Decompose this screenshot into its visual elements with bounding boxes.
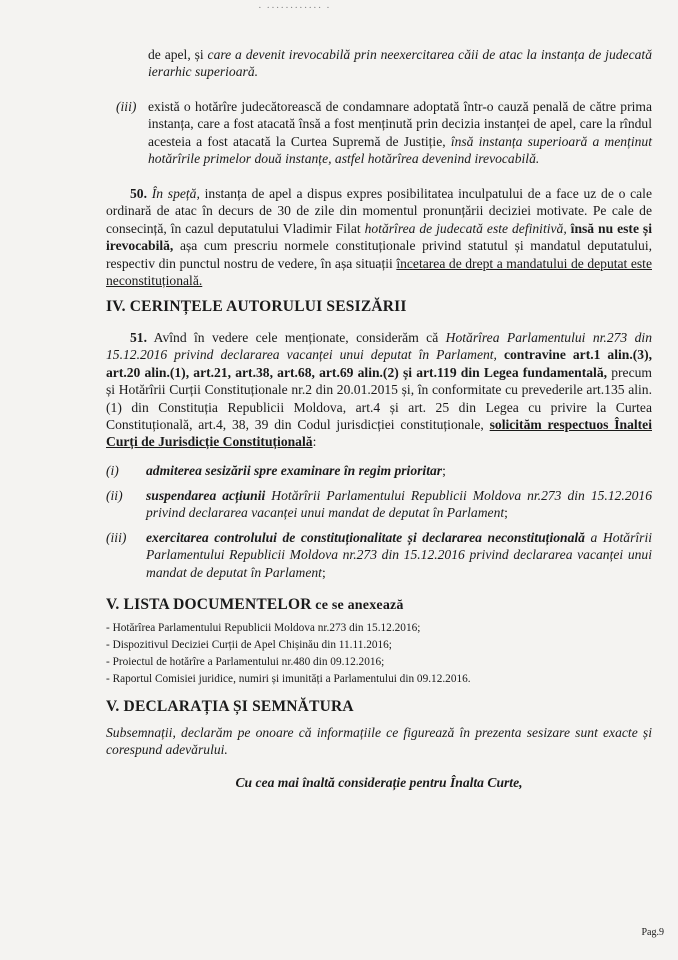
item-iii-label: (iii) — [116, 99, 137, 114]
item-iii: (iii) există o hotărîre judecătorească de condamnare adoptată într-o cauză penală de către prima instanța, care a fost atacată însă a fost menținută prin decizia instanței de apel, care la rîndul acesteia a fost atacată la Curtea Supremă de Justiție, însă instanța superioară a menținut hotărîrile primelor două instanțe, astfel hotărîrea devenind irevocabilă. — [116, 99, 652, 167]
request-item: (iii) exercitarea controlului de constituționalitate și declararea neconstituțională a Hotărîrii Parlamentului Republicii Moldova nr.273 din 15.12.2016 privind declararea vacanței unui mandat de deputat în Parlament; — [106, 530, 652, 580]
paragraph-50: 50. În speță, instanța de apel a dispus expres posibilitatea inculpatului de a face uz de o cale ordinară de atac în decurs de 30 de zile din momentul pronunțării deciziei motivate. Pe cale de consecință, în cazul deputatului Vladimir Filat hotărîrea de judecată este definitivă, însă nu este și irevocabilă, așa cum prescriu normele constituționale privind statutul și mandatul deputatului, respectiv din punctul nostru de vedere, în așa situații încetarea de drept a mandatului de deputat este neconstituțională. — [106, 186, 652, 289]
list-item: - Raportul Comisiei juridice, numiri și imunități a Parlamentului din 09.12.2016. — [106, 673, 471, 685]
section-v-title: V. LISTA DOCUMENTELOR ce se anexează — [106, 596, 404, 613]
declaration-text: Subsemnații, declarăm pe onoare că informațiile ce figurează în prezenta sesizare sunt exacte și corespund adevărului. — [106, 725, 652, 758]
section-declaration-title: V. DECLARAȚIA ȘI SEMNĂTURA — [106, 698, 354, 715]
closing-line: Cu cea mai înaltă considerație pentru Înalta Curte, — [235, 775, 523, 790]
list-item: - Dispozitivul Deciziei Curții de Apel Chișinău din 11.11.2016; — [106, 639, 392, 651]
intro-paragraph: de apel, și care a devenit irevocabilă prin neexercitarea căii de atac la instanța de judecată ierarhic superioară. — [148, 47, 652, 80]
paragraph-51: 51. Avînd în vedere cele menționate, considerăm că Hotărîrea Parlamentului nr.273 din 15.12.2016 privind declararea vacanței unui deputat în Parlament, contravine art.1 alin.(3), art.20 alin.(1), art.21, art.38, art.68, art.69 alin.(2) și art.119 din Legea fundamentală, precum și Hotărîrii Curții Constituționale nr.2 din 20.01.2015 și, în conformitate cu prevederile art.135 alin.(1) din Constituția Republicii Moldova, art.4 și art. 25 din Legea cu privire la Curtea Constituțională, art.4, 38, 39 din Codul jurisdicției constituționale, solicităm respectuos Înaltei Curți de Jurisdicție Constituțională: — [106, 330, 652, 450]
request-item: (i) admiterea sesizării spre examinare în regim prioritar; — [106, 463, 446, 478]
paragraph-51-number: 51. — [130, 330, 147, 345]
paragraph-50-number: 50. — [130, 186, 147, 201]
top-mark: · ············ · — [258, 2, 331, 14]
request-number: (ii) — [106, 488, 123, 503]
list-item: - Proiectul de hotărîre a Parlamentului nr.480 din 09.12.2016; — [106, 656, 385, 668]
section-iv-title: IV. CERINȚELE AUTORULUI SESIZĂRII — [106, 298, 407, 315]
page-number: Pag.9 — [641, 927, 664, 938]
request-item: (ii) suspendarea acțiunii Hotărîrii Parlamentului Republicii Moldova nr.273 din 15.12.2016 privind declararea vacanței unui mandat de deputat în Parlament; — [106, 488, 653, 521]
documents-list — [106, 620, 652, 688]
request-number: (iii) — [106, 530, 127, 545]
list-item: - Hotărîrea Parlamentului Republicii Moldova nr.273 din 15.12.2016; — [106, 622, 421, 634]
request-number: (i) — [106, 463, 119, 478]
